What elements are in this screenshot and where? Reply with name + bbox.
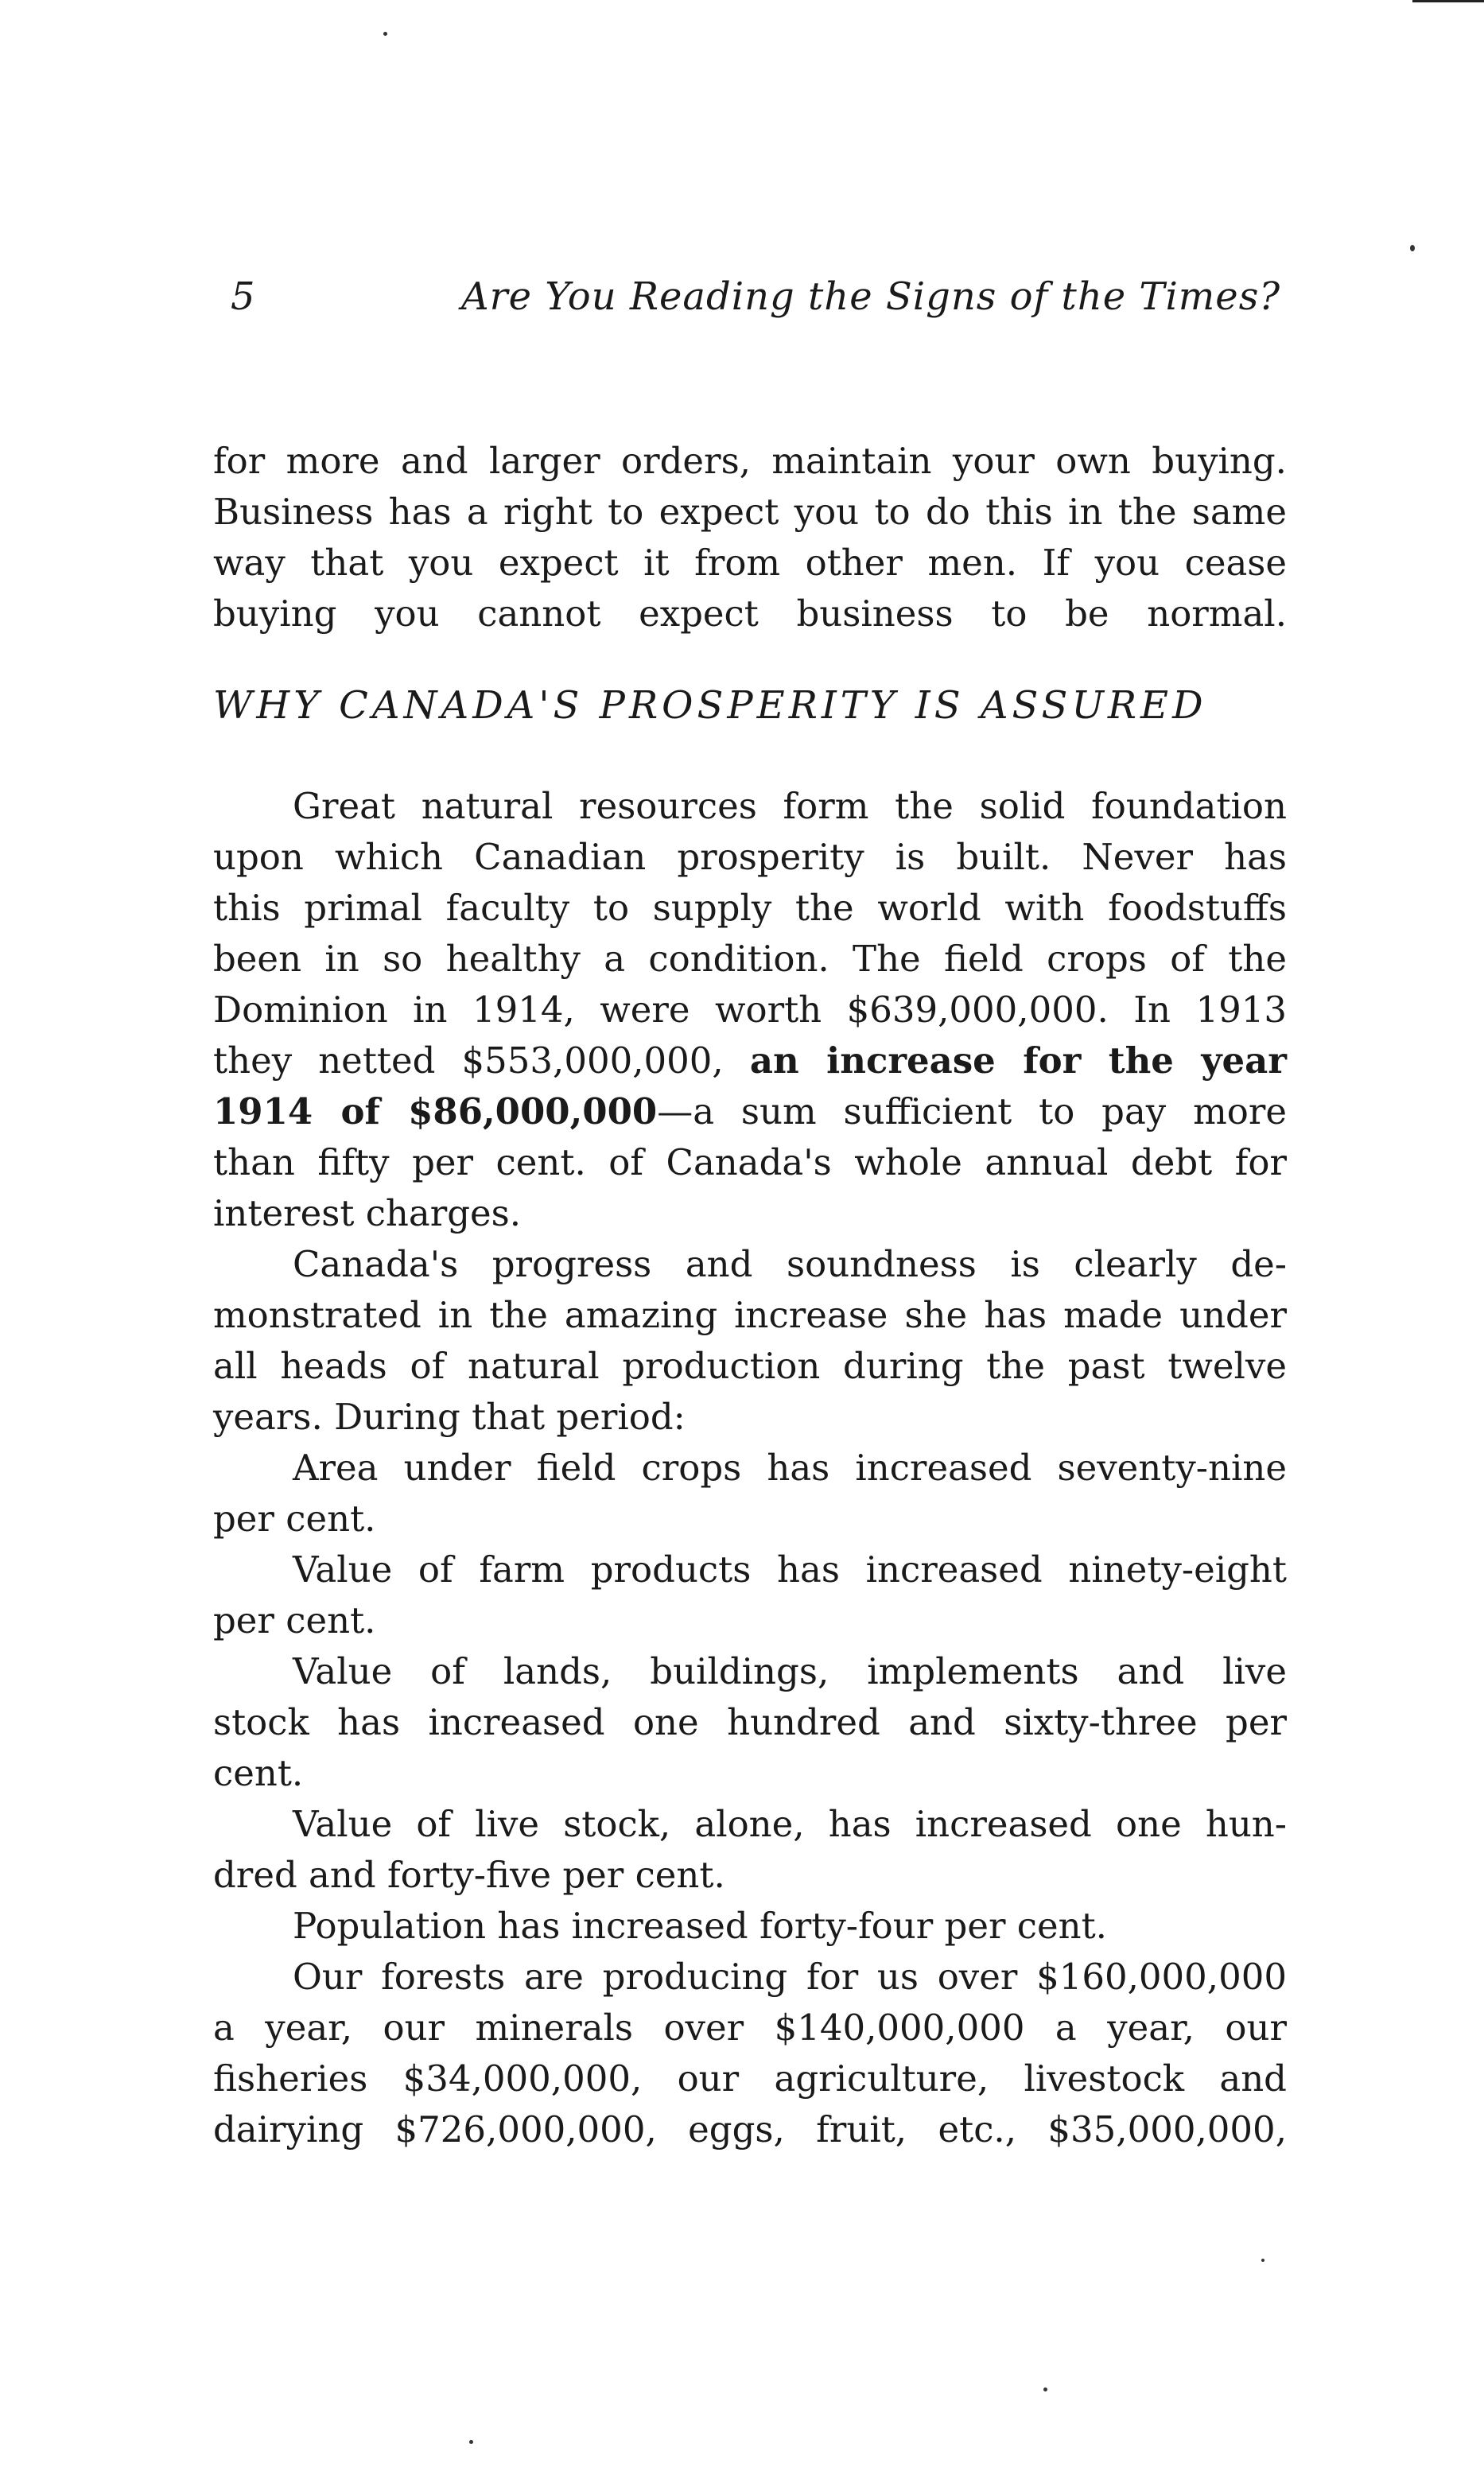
text-line: Canada's progress and soundness is clearly de-	[293, 1243, 1287, 1285]
running-head	[231, 274, 1304, 338]
text-line: for more and larger orders, maintain your own buying.	[213, 440, 1287, 482]
list-item	[213, 1901, 1287, 1952]
text-line: Population has increased forty-four per cent.	[293, 1905, 1107, 1947]
text-line: interest charges.	[213, 1192, 522, 1234]
text-line: been in so healthy a condition. The field crops of the	[213, 938, 1287, 980]
scan-speck	[1261, 2259, 1265, 2262]
list-item	[213, 1544, 1287, 1646]
text-line	[213, 1035, 1287, 1086]
text-line: a year, our minerals over $140,000,000 a year, our	[213, 2007, 1287, 2049]
text-line: years. During that period:	[213, 1396, 686, 1438]
text-line: dairying $726,000,000, eggs, fruit, etc., $35,000,000,	[213, 2108, 1287, 2150]
text-line: this primal faculty to supply the world with foodstuffs	[213, 887, 1287, 929]
text-line: stock has increased one hundred and sixty-three per	[213, 1701, 1287, 1743]
text-line: upon which Canadian prosperity is built. Never has	[213, 836, 1287, 878]
paragraph-resources	[213, 781, 1287, 1239]
text-line: Our forests are producing for us over $160,000,000	[293, 1956, 1287, 1998]
text-line: per cent.	[213, 1599, 376, 1642]
text-line	[213, 1086, 1287, 1137]
text-line: Area under field crops has increased seventy-nine	[293, 1447, 1287, 1489]
list-item	[213, 1799, 1287, 1901]
intro-paragraph	[213, 436, 1287, 639]
scan-speck	[1043, 2387, 1047, 2391]
text-line: way that you expect it from other men. If you cease	[213, 542, 1287, 584]
text-line: dred and forty-five per cent.	[213, 1854, 725, 1896]
scan-speck	[469, 2440, 473, 2444]
emphasis-text: 1914 of $86,000,000	[213, 1090, 658, 1133]
emphasis-text: an increase for the year	[749, 1039, 1288, 1082]
list-item	[213, 1443, 1287, 1544]
text-line: Dominion in 1914, were worth $639,000,000. In 1913	[213, 989, 1287, 1031]
section-heading: WHY CANADA'S PROSPERITY IS ASSURED	[213, 683, 1207, 728]
top-edge-rule	[1412, 0, 1484, 2]
text-line: Business has a right to expect you to do this in the same	[213, 491, 1287, 533]
page-body	[213, 436, 1287, 2155]
growth-list	[213, 1443, 1287, 1952]
page-number: 5	[231, 274, 255, 319]
text-line: cent.	[213, 1752, 304, 1794]
list-item	[213, 1646, 1287, 1799]
paragraph-production	[213, 1952, 1287, 2155]
scan-speck	[383, 32, 387, 36]
running-title: Are You Reading the Signs of the Times?	[461, 274, 1281, 319]
text-line: buying you cannot expect business to be normal.	[213, 592, 1287, 635]
text-run: they netted $553,000,000,	[213, 1039, 750, 1082]
scan-speck	[1410, 245, 1415, 251]
text-line: all heads of natural production during the past twelve	[213, 1345, 1287, 1387]
text-line: per cent.	[213, 1498, 376, 1540]
text-line: Great natural resources form the solid foundation	[293, 785, 1287, 827]
text-line: monstrated in the amazing increase she has made under	[213, 1294, 1287, 1336]
text-line: Value of farm products has increased ninety-eight	[293, 1548, 1287, 1591]
paragraph-progress	[213, 1239, 1287, 1443]
text-line: than fifty per cent. of Canada's whole annual debt for	[213, 1141, 1287, 1183]
text-line: Value of lands, buildings, implements and live	[293, 1650, 1287, 1692]
text-line: Value of live stock, alone, has increased one hun-	[293, 1803, 1287, 1845]
text-run: —a sum sufficient to pay more	[657, 1090, 1287, 1133]
text-line: fisheries $34,000,000, our agriculture, livestock and	[213, 2057, 1287, 2100]
